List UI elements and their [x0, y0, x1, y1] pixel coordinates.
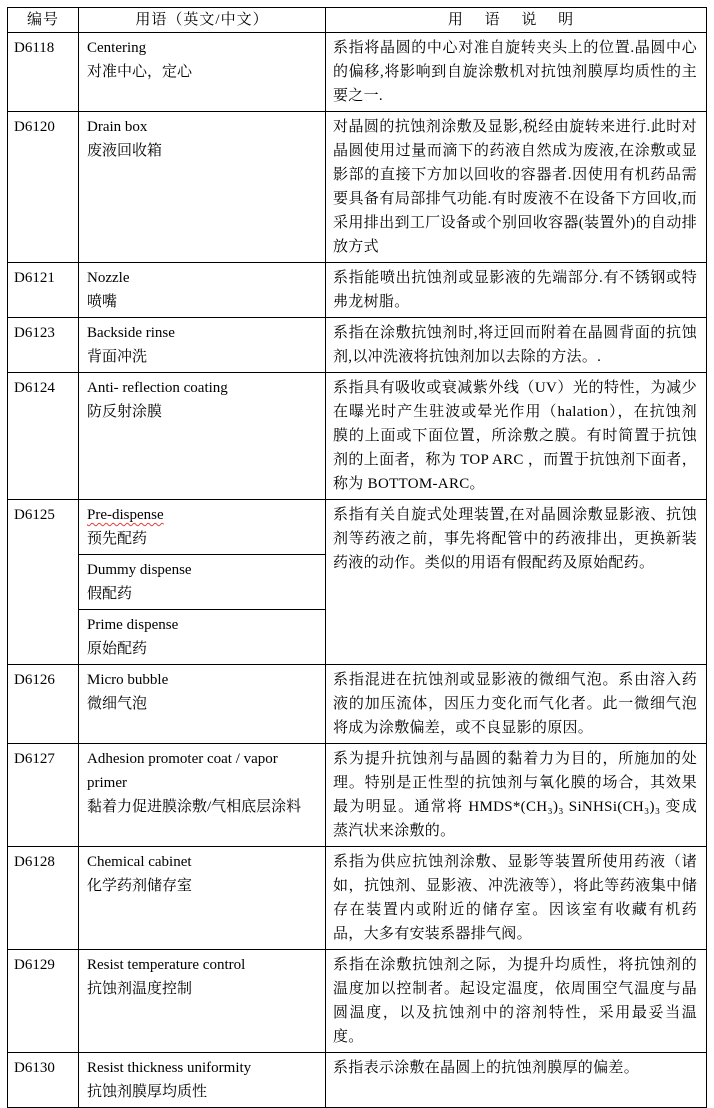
desc-cell: 系指在涂敷抗蚀剂时,将迂回而附着在晶圆背面的抗蚀剂,以冲洗液将抗蚀剂加以去除的方法。. [326, 318, 707, 373]
table-row [8, 665, 707, 744]
table-row [8, 112, 707, 263]
term-cell [79, 555, 326, 610]
desc-cell: 对晶圆的抗蚀剂涂敷及显影,税经由旋转来进行.此时对晶圆使用过量而滴下的药液自然成为废液,在涂敷或显影部的直接下方加以回收的容器者.因使用有机药品需要具备有局部排气功能.有时废液不在设备下方回收,而采用排出到工厂设备或个别回收容器(装置外)的自动排放方式 [326, 112, 707, 263]
table-row [8, 847, 707, 950]
table-row [8, 33, 707, 112]
term-zh: 防反射涂膜 [87, 404, 163, 420]
table-row [8, 500, 707, 555]
term-en: Resist temperature control [87, 957, 246, 973]
term-cell [79, 847, 326, 950]
term-en: Micro bubble [87, 672, 169, 688]
term-zh: 预先配药 [87, 531, 148, 547]
code-cell: D6130 [8, 1053, 79, 1108]
term-en: Centering [87, 40, 147, 56]
term-cell [79, 263, 326, 318]
term-en: Pre-dispense [87, 507, 164, 523]
desc-cell: 系指能喷出抗蚀剂或显影液的先端部分.有不锈钢或特弗龙树脂。 [326, 263, 707, 318]
term-zh: 微细气泡 [87, 696, 148, 712]
term-zh: 原始配药 [87, 641, 148, 657]
term-zh: 对准中心，定心 [87, 64, 193, 80]
header-desc: 用 语 说 明 [326, 8, 707, 33]
term-en: Anti- reflection coating [87, 380, 228, 396]
term-en: Adhesion promoter coat / vapor primer [87, 751, 278, 791]
term-zh: 废液回收箱 [87, 143, 163, 159]
table-row [8, 744, 707, 847]
table-row [8, 318, 707, 373]
term-zh: 抗蚀剂温度控制 [87, 981, 193, 997]
term-zh: 黏着力促进膜涂敷/气相底层涂料 [87, 799, 302, 815]
table-row [8, 263, 707, 318]
term-cell [79, 1053, 326, 1108]
term-en: Resist thickness uniformity [87, 1060, 252, 1076]
term-cell [79, 33, 326, 112]
code-cell: D6123 [8, 318, 79, 373]
term-en: Dummy dispense [87, 562, 192, 578]
term-cell [79, 665, 326, 744]
desc-cell: 系指表示涂敷在晶圆上的抗蚀剂膜厚的偏差。 [326, 1053, 707, 1108]
table-row [8, 1053, 707, 1108]
header-code: 编号 [8, 8, 79, 33]
code-cell: D6120 [8, 112, 79, 263]
term-cell [79, 950, 326, 1053]
term-zh: 背面冲洗 [87, 349, 148, 365]
table-row [8, 373, 707, 500]
term-cell [79, 500, 326, 555]
header-row [8, 8, 707, 33]
table-row [8, 950, 707, 1053]
code-cell: D6126 [8, 665, 79, 744]
header-term: 用语（英文/中文） [79, 8, 326, 33]
desc-cell: 系指在涂敷抗蚀剂之际，为提升均质性，将抗蚀剂的温度加以控制者。起设定温度，依周围空气温度与晶圆温度，以及抗蚀剂中的溶剂特性，采用最妥当温度。 [326, 950, 707, 1053]
term-en: Backside rinse [87, 325, 175, 341]
term-en: Drain box [87, 119, 148, 135]
desc-cell: 系指具有吸收或衰减紫外线（UV）光的特性，为减少在曝光时产生驻波或晕光作用（halation），在抗蚀剂膜的上面或下面位置，所涂敷之膜。有时简置于抗蚀剂的上面者，称为 TOP ARC ，而置于抗蚀剂下面者，称为 BOTTOM-ARC。 [326, 373, 707, 500]
desc-cell: 系指为供应抗蚀剂涂敷、显影等装置所使用药液（诸如，抗蚀剂、显影液、冲洗液等），将此等药液集中储存在装置内或附近的储存室。因该室有收藏有机药品，大多有安装系器排气阀。 [326, 847, 707, 950]
desc-cell: 系指将晶圆的中心对准自旋转夹头上的位置.晶圆中心的偏移,将影响到自旋涂敷机对抗蚀剂膜厚均质性的主要之一. [326, 33, 707, 112]
desc-cell: 系指有关自旋式处理装置,在对晶圆涂敷显影液、抗蚀剂等药液之前，事先将配管中的药液排出，更换新装药液的动作。类似的用语有假配药及原始配药。 [326, 500, 707, 665]
term-zh: 喷嘴 [87, 294, 118, 310]
term-cell [79, 373, 326, 500]
code-cell: D6121 [8, 263, 79, 318]
code-cell: D6124 [8, 373, 79, 500]
term-en: Nozzle [87, 270, 130, 286]
glossary-table [7, 7, 707, 1108]
desc-cell: 系为提升抗蚀剂与晶圆的黏着力为目的，所施加的处理。特别是正性型的抗蚀剂与氧化膜的场合，其效果最为明显。通常将 HMDS*(CH₃)₃ SiNHSi(CH₃)₃ 变成蒸汽状来涂敷的。 [326, 744, 707, 847]
term-cell [79, 112, 326, 263]
term-cell [79, 318, 326, 373]
code-cell: D6118 [8, 33, 79, 112]
term-en: Prime dispense [87, 617, 179, 633]
code-cell: D6127 [8, 744, 79, 847]
code-cell: D6125 [8, 500, 79, 665]
code-cell: D6129 [8, 950, 79, 1053]
term-cell [79, 610, 326, 665]
term-en: Chemical cabinet [87, 854, 192, 870]
code-cell: D6128 [8, 847, 79, 950]
term-zh: 抗蚀剂膜厚均质性 [87, 1084, 208, 1100]
desc-cell: 系指混进在抗蚀剂或显影液的微细气泡。系由溶入药液的加压流体，因压力变化而气化者。此一微细气泡将成为涂敷偏差，或不良显影的原因。 [326, 665, 707, 744]
term-zh: 假配药 [87, 586, 133, 602]
term-zh: 化学药剂储存室 [87, 878, 193, 894]
term-cell [79, 744, 326, 847]
